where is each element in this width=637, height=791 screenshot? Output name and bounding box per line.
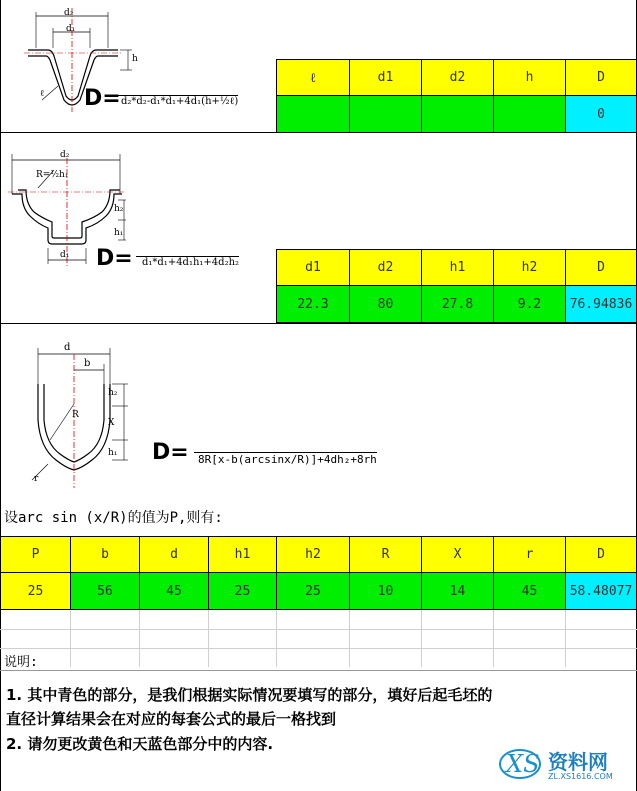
s1-value-D: 0 — [565, 95, 637, 133]
s2-value-d2[interactable]: 80 — [349, 285, 422, 323]
grid-line — [421, 610, 422, 667]
s2-dim-h2: h₂ — [114, 204, 124, 214]
s2-formula-d: D= — [96, 246, 133, 271]
s2-value-d1[interactable]: 22.3 — [276, 285, 350, 323]
s1-dim-h: h — [132, 54, 138, 64]
s3-header-X: X — [421, 536, 494, 573]
s3-header-b: b — [70, 536, 140, 573]
grid-line — [208, 610, 209, 667]
note-line-3: 2. 请勿更改黄色和天蓝色部分中的内容. — [6, 735, 274, 753]
s1-formula-d: D= — [84, 86, 121, 111]
grid-line — [493, 610, 494, 667]
s1-formula-body: d₂*d₂-d₁*d₁+4d₁(h+½ℓ) — [118, 95, 238, 107]
s3-header-h2: h2 — [276, 536, 350, 573]
s2-value-D: 76.94836 — [565, 285, 637, 323]
s3-value-h1[interactable]: 25 — [208, 572, 277, 610]
svg-text:XS: XS — [506, 750, 540, 778]
grid-line — [565, 610, 566, 667]
s2-value-h2[interactable]: 9.2 — [493, 285, 566, 323]
s2-header-D: D — [565, 249, 637, 286]
s3-value-b[interactable]: 56 — [70, 572, 140, 610]
s1-dim-d1: d₁ — [66, 24, 76, 34]
grid-line — [349, 610, 350, 667]
s3-header-P: P — [0, 536, 71, 573]
frame-left — [0, 0, 1, 791]
s1-value-l[interactable] — [276, 95, 350, 133]
s3-value-r[interactable]: 45 — [493, 572, 566, 610]
s1-value-d1[interactable] — [349, 95, 422, 133]
s2-header-h1: h1 — [421, 249, 494, 286]
s3-header-D: D — [565, 536, 637, 573]
s3-value-D: 58.48077 — [565, 572, 637, 610]
s2-value-h1[interactable]: 27.8 — [421, 285, 494, 323]
s1-header-D: D — [565, 59, 637, 96]
s3-header-r: r — [493, 536, 566, 573]
s3-dim-d: d — [64, 342, 71, 353]
s1-header-d2: d2 — [421, 59, 494, 96]
s1-value-d2[interactable] — [421, 95, 494, 133]
s3-formula-d: D= — [152, 440, 189, 465]
s1-header-d1: d1 — [349, 59, 422, 96]
s3-header-d: d — [139, 536, 209, 573]
s3-dim-h2: h₂ — [108, 388, 118, 398]
s3-dim-h1: h₁ — [108, 448, 118, 458]
s3-intro-text: 设arc sin (x/R)的值为P,则有: — [4, 510, 223, 526]
notes-label: 说明: — [4, 655, 38, 670]
s2-header-h2: h2 — [493, 249, 566, 286]
notes-divider — [0, 670, 637, 671]
note-line-2: 直径计算结果会在对应的每套公式的最后一格找到 — [6, 710, 337, 728]
s2-formula-body: d₁*d₁+4d₁h₁+4d₂h₂ — [136, 256, 239, 268]
section-divider-2 — [0, 323, 637, 324]
s2-header-d2: d2 — [349, 249, 422, 286]
s2-dim-R: R=½h₁ — [36, 170, 69, 180]
s3-value-d[interactable]: 45 — [139, 572, 209, 610]
s3-dim-r: r — [34, 474, 39, 484]
s3-dim-X: X — [108, 418, 115, 428]
watermark-brand: 资料网 — [548, 750, 608, 774]
grid-line — [139, 610, 140, 667]
s1-dim-d2: d₂ — [64, 8, 74, 18]
s1-header-l: ℓ — [276, 59, 350, 96]
note-line-1: 1. 其中青色的部分，是我们根据实际情况要填写的部分，填好后起毛坯的 — [6, 686, 493, 704]
s2-dim-h1: h₁ — [114, 228, 124, 238]
s1-value-h[interactable] — [493, 95, 566, 133]
watermark-url: ZL.XS1616.COM — [548, 772, 613, 781]
s2-header-d1: d1 — [276, 249, 350, 286]
watermark-logo-icon — [496, 740, 546, 784]
s3-value-h2[interactable]: 25 — [276, 572, 350, 610]
s3-value-R[interactable]: 10 — [349, 572, 422, 610]
s3-header-R: R — [349, 536, 422, 573]
s3-dim-b: b — [84, 358, 91, 369]
grid-line — [0, 648, 637, 649]
grid-line — [276, 610, 277, 667]
s2-dim-d1: d₁ — [60, 250, 70, 260]
s2-dim-d2: d₂ — [60, 150, 70, 160]
s3-value-P: 25 — [0, 572, 71, 610]
s3-header-h1: h1 — [208, 536, 277, 573]
grid-line — [0, 629, 637, 630]
section3-diagram — [28, 340, 138, 490]
s1-header-h: h — [493, 59, 566, 96]
s3-value-X[interactable]: 14 — [421, 572, 494, 610]
s3-dim-R: R — [72, 410, 79, 420]
s3-formula-body: 8R[x-b(arcsinx/R)]+4dh₂+8rh — [194, 452, 377, 466]
grid-line — [70, 610, 71, 667]
s1-dim-l: ℓ — [40, 89, 45, 99]
